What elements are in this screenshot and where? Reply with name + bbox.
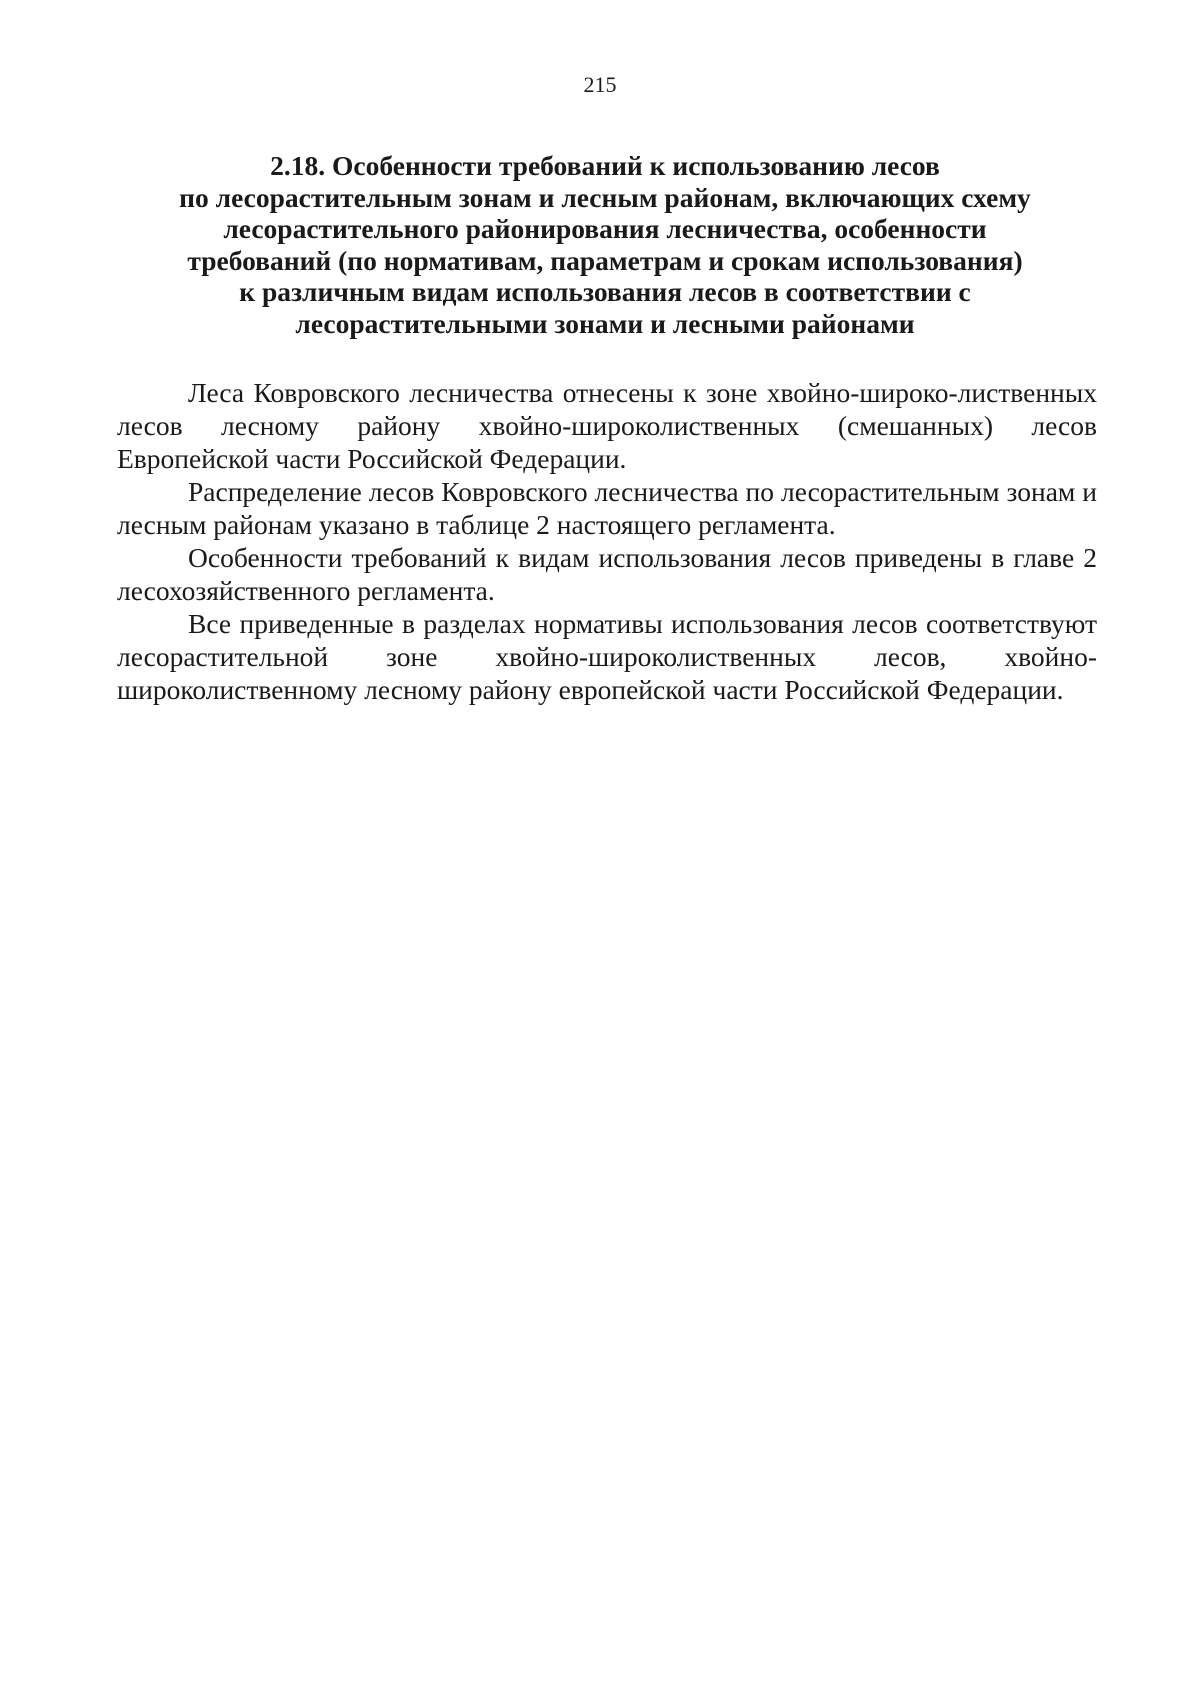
section-heading [115, 150, 1095, 340]
heading-line: к различным видам использования лесов в соответствии с [239, 276, 971, 308]
heading-line: по лесорастительным зонам и лесным районам, включающих схему [179, 181, 1031, 213]
heading-line: лесорастительными зонами и лесными районами [295, 307, 915, 339]
body-text [117, 376, 1097, 706]
paragraph: Леса Ковровского лесничества отнесены к зоне хвойно-широко-лиственных лесов лесному району хвойно-широколиственных (смешанных) лесов Европейской части Российской Федерации. [117, 377, 1097, 474]
heading-line: 2.18. Особенности требований к использованию лесов [270, 150, 940, 181]
heading-line: лесорастительного районирования лесничества, особенности [223, 213, 987, 245]
heading-line: требований (по нормативам, параметрам и срокам использования) [187, 244, 1023, 276]
paragraph: Особенности требований к видам использования лесов приведены в главе 2 лесохозяйственного регламента. [117, 542, 1097, 606]
page-number: 215 [583, 72, 617, 97]
paragraph: Распределение лесов Ковровского лесничества по лесорастительным зонам и лесным районам указано в таблице 2 настоящего регламента. [117, 476, 1097, 540]
paragraph: Все приведенные в разделах нормативы использования лесов соответствуют лесорастительной зоне хвойно-широколиственных лесов, хвойно-широколиственному лесному району европейской части Российской Федерации. [117, 608, 1097, 705]
